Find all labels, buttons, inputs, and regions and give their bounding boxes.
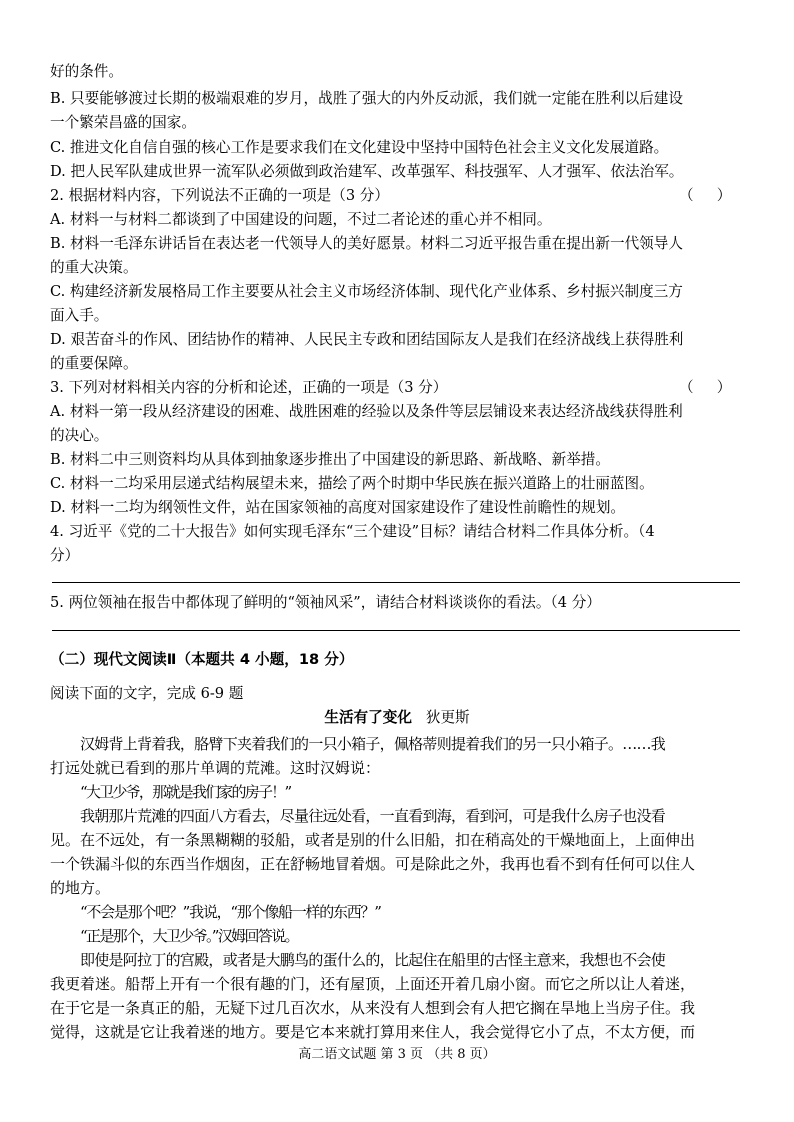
story-title-line [0,708,794,728]
story-line: 在于它是一条真正的船，无疑下过几百次水，从来没有人想到会有人把它搁在旱地上当房子住。我 [50,999,696,1017]
answer-paren: （ ） [679,379,732,396]
story-line: 我朝那片荒滩的四面八方看去，尽量往远处看，一直看到海，看到河，可是我什么房子也没看 [80,807,666,825]
story-line: 汉姆背上背着我，胳臂下夹着我们的一只小箱子，佩格蒂则提着我们的另一只小箱子。……我 [80,735,666,753]
instruction: 阅读下面的文字，完成 6-9 题 [50,685,244,702]
story-line: “不会是那个吧？”我说，“那个像船一样的东西？” [80,903,381,921]
text-line: 的重要保障。 [50,355,138,372]
q2-option-c: C. 构建经济新发展格局工作主要要从社会主义市场经济体制、现代化产业体系、乡村振兴制度三方 [50,283,683,300]
story-author: 狄更斯 [425,709,470,726]
text-line: 的决心。 [50,427,109,444]
story-line: 即使是阿拉丁的宫殿，或者是大鹏鸟的蛋什么的，比起住在船里的古怪主意来，我想也不会使 [80,951,666,969]
q3-option-a: A. 材料一第一段从经济建设的困难、战胜困难的经验以及条件等层层铺设来表达经济战线获得胜利 [50,403,683,420]
story-line: “大卫少爷，那就是我们家的房子！” [80,783,291,801]
story-line: 一个铁漏斗似的东西当作烟囱，正在舒畅地冒着烟。可是除此之外，我再也看不到有任何可以住人 [50,855,696,873]
story-line: 觉得，这就是它让我着迷的地方。要是它本来就打算用来住人，我会觉得它小了点，不太方便，而 [50,1023,696,1041]
story-line: 打远处就已看到的那片单调的荒滩。这时汉姆说： [50,759,381,777]
section-heading: （二）现代文阅读Ⅱ（本题共 4 小题，18 分） [50,651,354,668]
answer-line [52,582,740,583]
story-line: 的地方。 [50,879,111,897]
answer-paren: （ ） [679,187,732,204]
text-line: 面入手。 [50,307,109,324]
answer-line [52,630,740,631]
question-3-stem: 3. 下列对材料相关内容的分析和论述，正确的一项是（3 分） [50,379,448,396]
q3-option-c: C. 材料一二均采用层递式结构展望未来，描绘了两个时期中华民族在振兴道路上的壮丽蓝图。 [50,475,654,492]
text-line: 分） [50,547,80,564]
q3-option-d: D. 材料一二均为纲领性文件，站在国家领袖的高度对国家建设作了建设性前瞻性的规划。 [50,499,626,516]
question-4: 4. 习近平《党的二十大报告》如何实现毛泽东“三个建设”目标？请结合材料二作具体分析。（4 [50,523,655,540]
story-line: 见。在不远处，有一条黑糊糊的驳船，或者是别的什么旧船，扣在稍高处的干燥地面上，上面伸出 [50,831,696,849]
q2-option-a: A. 材料一与材料二都谈到了中国建设的问题，不过二者论述的重心并不相同。 [50,211,552,228]
q2-option-d: D. 艰苦奋斗的作风、团结协作的精神、人民民主专政和团结国际友人是我们在经济战线上获得胜利 [50,331,684,348]
q2-option-b: B. 材料一毛泽东讲话旨在表达老一代领导人的美好愿景。材料二习近平报告重在提出新一代领导人 [50,235,683,252]
text-line: 的重大决策。 [50,259,138,276]
option-d: D. 把人民军队建成世界一流军队必须做到政治建军、改革强军、科技强军、人才强军、依法治军。 [50,163,684,180]
text-line: 好的条件。 [50,63,123,80]
story-line: “正是那个，大卫少爷。”汉姆回答说。 [80,927,298,945]
option-b: B. 只要能够渡过长期的极端艰难的岁月，战胜了强大的内外反动派，我们就一定能在胜利以后建设 [50,90,683,107]
story-title: 生活有了变化 [324,709,412,726]
q3-option-b: B. 材料二中三则资料均从具体到抽象逐步推出了中国建设的新思路、新战略、新举措。 [50,451,610,468]
page-footer: 高二语文试题 第 3 页 （共 8 页） [298,1047,496,1062]
text-line: 一个繁荣昌盛的国家。 [50,114,196,131]
question-2-stem: 2. 根据材料内容，下列说法不正确的一项是（3 分） [50,187,389,204]
question-5: 5. 两位领袖在报告中都体现了鲜明的“领袖风采”，请结合材料谈谈你的看法。（4 分） [50,594,601,611]
story-line: 我更着迷。船帮上开有一个很有趣的门，还有屋顶，上面还开着几扇小窗。而它之所以让人着迷， [50,975,696,993]
option-c: C. 推进文化自信自强的核心工作是要求我们在文化建设中坚持中国特色社会主义文化发展道路。 [50,139,669,156]
